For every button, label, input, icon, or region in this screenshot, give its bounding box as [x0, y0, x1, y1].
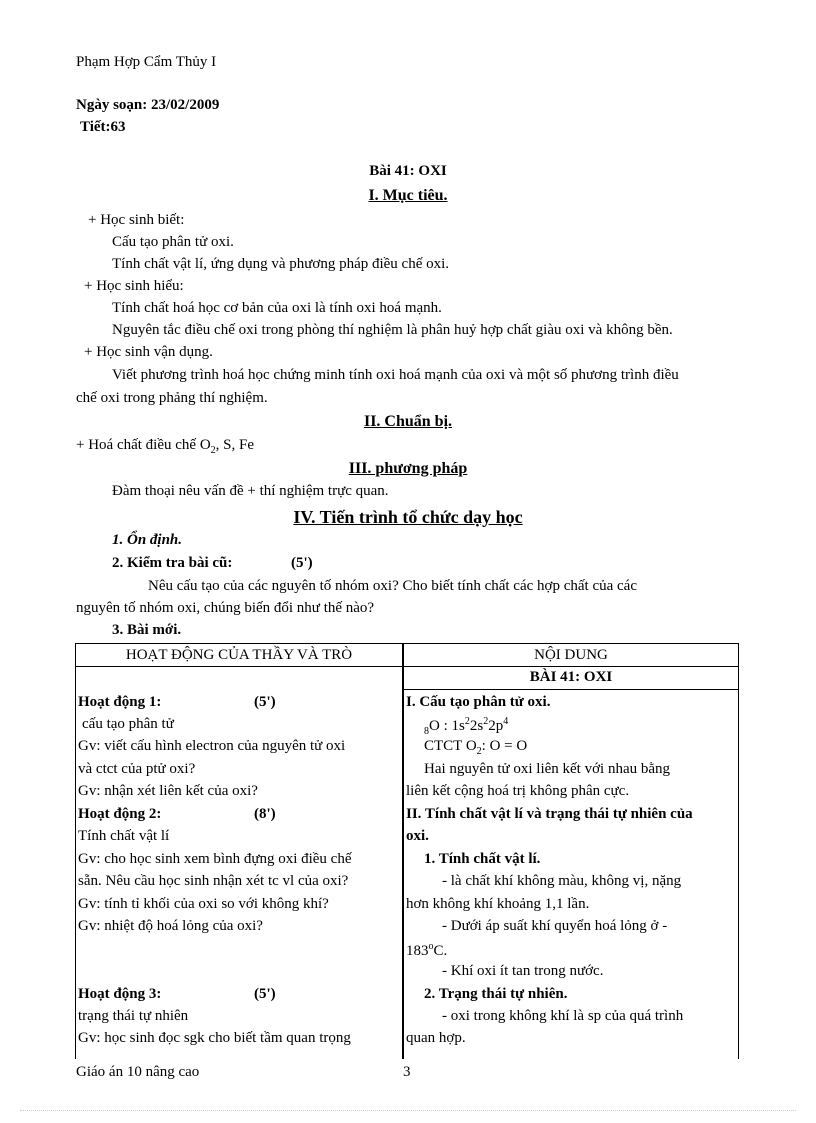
- act1-line-1: Gv: viết cấu hình electron của nguyên tử oxi: [78, 738, 346, 754]
- act3-label: Hoạt động 3:: [78, 986, 162, 1002]
- right-title: BÀI 41: OXI: [529, 669, 613, 685]
- step1: 1. Ổn định.: [112, 532, 183, 548]
- step2: 2. Kiểm tra bài cũ:: [112, 555, 233, 571]
- lesson-table: [75, 643, 739, 1059]
- period-label: Tiết:63: [80, 119, 126, 135]
- act3-sub: trạng thái tự nhiên: [78, 1008, 189, 1024]
- act2-line-3: Gv: tính tỉ khối của oxi so với không khí?: [78, 896, 329, 912]
- act3-line-1: Gv: học sinh đọc sgk cho biết tầm quan trọng: [78, 1030, 351, 1046]
- r-s2-title-2: oxi.: [406, 828, 429, 844]
- act1-line-3: Gv: nhận xét liên kết của oxi?: [78, 783, 258, 799]
- author-line: Phạm Hợp Cẩm Thủy I: [76, 54, 217, 70]
- act2-sub: Tính chất vật lí: [78, 828, 170, 844]
- r-phys-line-4: 183$^o$C.: [406, 941, 448, 959]
- r-phys-line-5: - Khí oxi ít tan trong nước.: [442, 963, 604, 979]
- step3: 3. Bài mới.: [112, 622, 182, 638]
- apply-heading: + Học sinh vận dụng.: [84, 344, 213, 360]
- page-bottom-border: [20, 1110, 796, 1111]
- col-right-header: NỘI DUNG: [534, 647, 608, 663]
- r-bond-line-1: Hai nguyên tử oxi liên kết với nhau bằng: [424, 761, 671, 777]
- r-nat-line-2: quan hợp.: [406, 1030, 466, 1046]
- section1-title: I. Mục tiêu.: [368, 187, 448, 204]
- r-electron-config: $_8$O : $1s^22s^22p^4$: [424, 716, 509, 737]
- date-label: Ngày soạn: 23/02/2009: [76, 97, 220, 113]
- act3-time: (5'): [254, 986, 276, 1002]
- review-line-1: Nêu cấu tạo của các nguyên tố nhóm oxi? Cho biết tính chất các hợp chất của các: [148, 578, 637, 594]
- r-phys-line-2: hơn không khí khoảng 1,1 lần.: [406, 896, 590, 912]
- r-phys-line-1: - là chất khí không màu, không vị, nặng: [442, 873, 682, 889]
- understand-heading: + Học sinh hiểu:: [84, 278, 184, 294]
- step2-time: (5'): [291, 555, 313, 571]
- prep-text: + Hoá chất điều chế $O_2$, S, Fe: [76, 437, 254, 456]
- table-column-divider: [402, 644, 404, 1059]
- table-header-divider: [76, 666, 738, 667]
- page-number: 3: [403, 1064, 411, 1080]
- act1-label: Hoạt động 1:: [78, 694, 162, 710]
- apply-line-2: chế oxi trong phảng thí nghiệm.: [76, 390, 268, 406]
- act1-sub: cấu tạo phân tử: [82, 716, 174, 732]
- footer-left: Giáo án 10 nâng cao: [76, 1064, 200, 1080]
- r-nat-line-1: - oxi trong không khí là sp của quá trình: [442, 1008, 684, 1024]
- r-nat-title: 2. Trạng thái tự nhiên.: [424, 986, 568, 1002]
- act2-line-2: sẵn. Nêu cầu học sinh nhận xét tc vl của oxi?: [78, 873, 349, 889]
- understand-item-1: Tính chất hoá học cơ bản của oxi là tính oxi hoá mạnh.: [112, 300, 442, 316]
- act1-line-2: và ctct của ptử oxi?: [78, 761, 196, 777]
- section4-title: IV. Tiến trình tổ chức dạy học: [293, 507, 523, 527]
- act1-time: (5'): [254, 694, 276, 710]
- r-phys-title: 1. Tính chất vật lí.: [424, 851, 541, 867]
- r-ctct: CTCT $O_2$: O = O: [424, 738, 528, 757]
- col-left-header: HOẠT ĐỘNG CỦA THẦY VÀ TRÒ: [125, 647, 353, 663]
- know-heading: + Học sinh biết:: [88, 212, 185, 228]
- act2-time: (8'): [254, 806, 276, 822]
- method-text: Đàm thoại nêu vấn đề + thí nghiệm trực quan.: [112, 483, 389, 499]
- r-phys-line-3: - Dưới áp suất khí quyển hoá lỏng ở -: [442, 918, 668, 934]
- know-item-1: Cấu tạo phân tử oxi.: [112, 234, 234, 250]
- act2-line-4: Gv: nhiệt độ hoá lỏng của oxi?: [78, 918, 263, 934]
- apply-line-1: Viết phương trình hoá học chứng minh tính oxi hoá mạnh của oxi và một số phương trình điều: [112, 367, 679, 383]
- lesson-title: [0, 163, 816, 180]
- act2-label: Hoạt động 2:: [78, 806, 162, 822]
- r-s1-title: I. Cấu tạo phân tử oxi.: [406, 694, 551, 710]
- know-item-2: Tính chất vật lí, ứng dụng và phương pháp điều chế oxi.: [112, 256, 450, 272]
- table-subheader-divider: [404, 689, 738, 690]
- section3-title: III. phương pháp: [348, 460, 468, 477]
- section2-title: II. Chuẩn bị.: [363, 413, 453, 430]
- review-line-2: nguyên tố nhóm oxi, chúng biến đổi như thế nào?: [76, 600, 375, 616]
- r-s2-title-1: II. Tính chất vật lí và trạng thái tự nhiên của: [406, 806, 693, 822]
- understand-item-2: Nguyên tắc điều chế oxi trong phòng thí nghiệm là phân huỷ hợp chất giàu oxi và không bền.: [112, 322, 673, 338]
- act2-line-1: Gv: cho học sinh xem bình đựng oxi điều chế: [78, 851, 352, 867]
- lesson-title-text: Bài 41: OXI: [369, 163, 447, 179]
- r-bond-line-2: liên kết cộng hoá trị không phân cực.: [406, 783, 630, 799]
